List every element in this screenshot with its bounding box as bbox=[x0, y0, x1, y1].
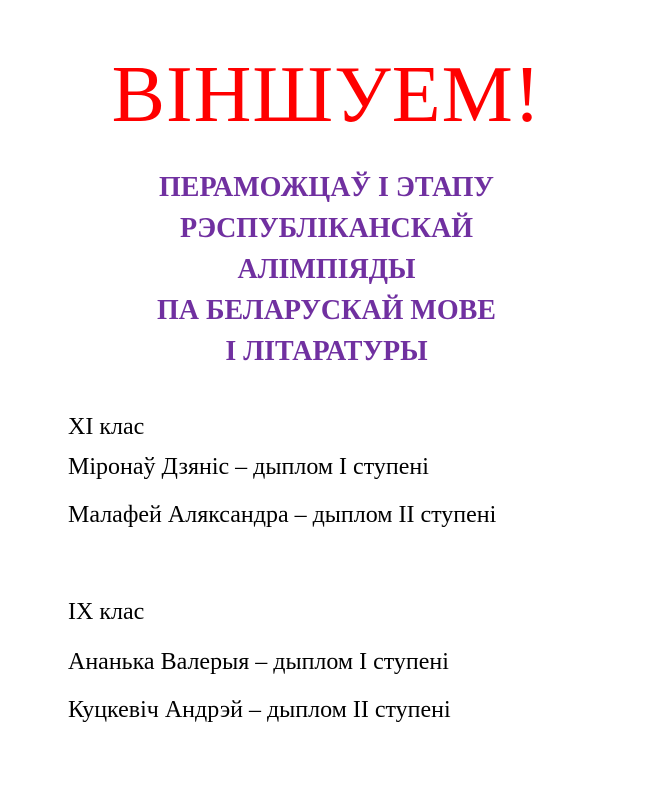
subtitle-line: РЭСПУБЛІКАНСКАЙ bbox=[179, 213, 474, 244]
congratulations-title: ВІНШУЕМ! bbox=[111, 51, 542, 139]
grade-heading-xi: XI клас bbox=[68, 414, 145, 440]
winner-entry: Малафей Аляксандра – дыплом ІІ ступені bbox=[68, 502, 497, 528]
subtitle-line: АЛІМПІЯДЫ bbox=[237, 254, 416, 285]
grade-heading-ix: IX клас bbox=[68, 599, 145, 625]
subtitle-line: І ЛІТАРАТУРЫ bbox=[225, 336, 428, 367]
subtitle-line: ПА БЕЛАРУСКАЙ МОВЕ bbox=[157, 295, 496, 326]
winner-entry: Ананька Валерыя – дыплом І ступені bbox=[68, 649, 449, 675]
olympiad-subtitle bbox=[0, 167, 653, 372]
winner-entry: Куцкевіч Андрэй – дыплом ІІ ступені bbox=[68, 697, 451, 723]
subtitle-line: ПЕРАМОЖЦАЎ І ЭТАПУ bbox=[159, 172, 494, 203]
winner-entry: Міронаў Дзяніс – дыплом І ступені bbox=[68, 454, 429, 480]
